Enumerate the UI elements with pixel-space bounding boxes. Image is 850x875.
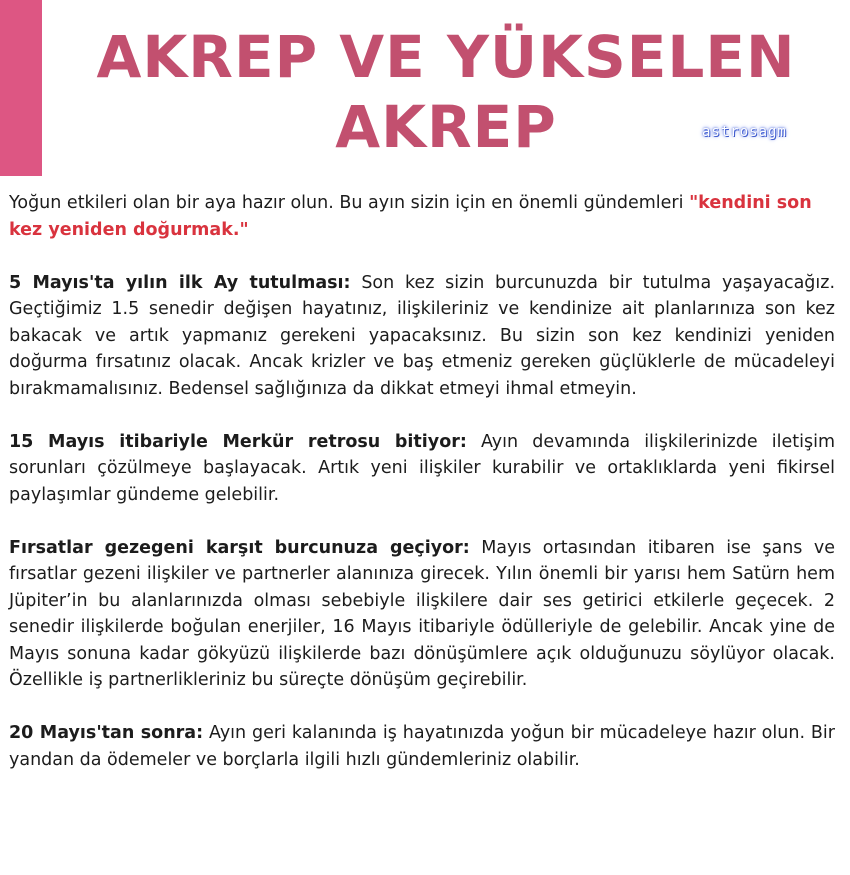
section-body-may20: Ayın geri kalanında iş hayatınızda yoğun bir mücadeleye hazır olun. Bir yandan da ödemeler ve borçlarla ilgili hızlı gündemleriniz olabilir. — [9, 723, 835, 770]
section-body-eclipse: Son kez sizin burcunuzda bir tutulma yaşayacağız. Geçtiğimiz 1.5 senedir değişen hayatınız, ilişkileriniz ve kendinize ait planlarınıza son kez bakacak ve artık yapmanız gerekeni yapacaksınız. Bu sizin son kez kendinizi yeniden doğurma fırsatınız olacak. Ancak krizler ve baş etmeniz gereken güçlüklerle de mücadeleyi bırakmamalısınız. Bedensel sağlığınıza da dikkat etmeyi ihmal etmeyin. — [9, 272, 836, 399]
section-heading-eclipse: 5 Mayıs'ta yılın ilk Ay tutulması: — [9, 272, 351, 293]
intro-paragraph — [9, 190, 835, 243]
section-paragraph-eclipse — [9, 270, 835, 403]
section-paragraph-jupiter — [9, 535, 835, 694]
section-heading-mercury: 15 Mayıs itibariyle Merkür retrosu bitiyor: — [9, 431, 467, 452]
watermark-logo: astrosagm — [702, 124, 787, 140]
page-title — [42, 22, 850, 162]
section-body-jupiter: Mayıs ortasından itibaren ise şans ve fırsatlar gezeni ilişkiler ve partnerler alanınıza girecek. Yılın önemli bir yarısı hem Satürn hem Jüpiter’in bu alanlarınızda olması sebebiyle ilişkilere dair ses getirici etkilerle geçecek. 2 senedir ilişkilerde boğulan enerjiler, 16 Mayıs itibariyle ödülleriyle de gelebilir. Ancak yine de Mayıs sonuna kadar gökyüzü ilişkilerde bazı dönüşümlere açık olduğunuzu söylüyor olacak. Özellikle iş partnerlikleriniz bu süreçte dönüşüm geçirebilir. — [9, 537, 835, 690]
title-line-1: AKREP VE YÜKSELEN — [96, 23, 796, 91]
accent-side-bar — [0, 0, 42, 176]
section-body-mercury: Ayın devamında ilişkilerinizde iletişim sorunları çözülmeye başlayacak. Artık yeni ilişkiler kurabilir ve ortaklıklarda yeni fikirsel paylaşımlar gündeme gelebilir. — [9, 431, 835, 505]
section-heading-jupiter: Fırsatlar gezegeni karşıt burcunuza geçiyor: — [9, 537, 470, 558]
section-paragraph-mercury — [9, 429, 835, 509]
section-heading-may20: 20 Mayıs'tan sonra: — [9, 723, 204, 743]
article-body — [9, 190, 835, 800]
section-paragraph-may20 — [9, 720, 835, 773]
intro-text: Yoğun etkileri olan bir aya hazır olun. Bu ayın sizin için en önemli gündemleri — [9, 193, 690, 213]
title-line-2: AKREP — [335, 93, 557, 161]
intro-highlight: "kendini son kez yeniden doğurmak." — [9, 193, 812, 240]
